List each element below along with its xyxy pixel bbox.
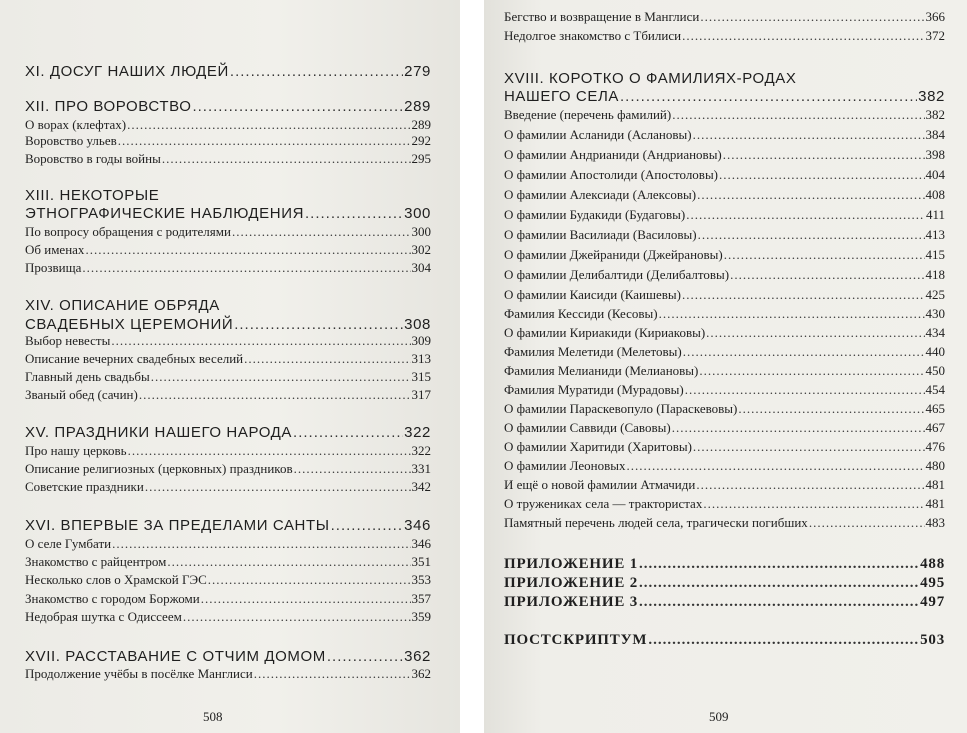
toc-leader — [208, 573, 411, 588]
toc-page: 382 — [918, 88, 945, 105]
toc-title: Описание вечерних свадебных веселий — [25, 351, 244, 366]
toc-leader — [244, 352, 410, 367]
toc-title: И ещё о новой фамилии Атмачиди — [504, 477, 696, 492]
toc-page: 372 — [925, 28, 945, 43]
toc-title: НАШЕГО СЕЛА — [504, 88, 619, 105]
toc-page: 483 — [925, 515, 945, 530]
toc-title: XI. ДОСУГ НАШИХ ЛЮДЕЙ — [25, 63, 229, 80]
toc-title: О ворах (клефтах) — [25, 117, 127, 132]
toc-chapter-heading-line: XVIII. КОРОТКО О ФАМИЛИЯХ-РОДАХ — [504, 70, 797, 87]
toc-leader — [648, 632, 919, 649]
toc-leader — [118, 134, 411, 149]
toc-leader — [683, 345, 925, 360]
toc-page: 415 — [925, 247, 945, 262]
toc-title: По вопросу обращения с родителями — [25, 224, 231, 239]
toc-leader — [82, 261, 410, 276]
toc-title: Знакомство с городом Боржоми — [25, 591, 200, 606]
toc-page: 450 — [925, 363, 945, 378]
toc-entry-chapter — [25, 316, 431, 333]
toc-entry — [504, 307, 945, 322]
toc-entry — [504, 168, 945, 183]
toc-page: 398 — [925, 147, 945, 162]
toc-title: О фамилии Саввиди (Савовы) — [504, 420, 671, 435]
left-page — [0, 0, 460, 733]
toc-leader — [127, 118, 410, 133]
toc-page: 359 — [411, 609, 431, 624]
toc-entry — [504, 440, 945, 455]
toc-title: ЭТНОГРАФИЧЕСКИЕ НАБЛЮДЕНИЯ — [25, 205, 305, 222]
toc-page: 434 — [925, 325, 945, 340]
toc-entry — [504, 459, 945, 474]
toc-entry — [504, 288, 945, 303]
toc-page: 302 — [411, 242, 431, 257]
toc-leader — [703, 497, 924, 512]
toc-title: Фамилия Кессиди (Кесовы) — [504, 306, 658, 321]
toc-entry-chapter — [25, 424, 431, 441]
toc-page: 430 — [925, 306, 945, 321]
toc-entry-appendix — [504, 575, 945, 592]
toc-leader — [167, 555, 410, 570]
right-page — [484, 0, 967, 733]
toc-entry — [504, 497, 945, 512]
toc-entry — [504, 188, 945, 203]
toc-entry-chapter — [504, 88, 945, 105]
page-number: 508 — [203, 709, 223, 724]
toc-entry — [504, 345, 945, 360]
toc-entry — [504, 148, 945, 163]
toc-leader — [139, 388, 411, 403]
toc-page: 465 — [925, 401, 945, 416]
toc-leader — [685, 383, 925, 398]
toc-entry — [504, 208, 945, 223]
toc-leader — [183, 610, 411, 625]
toc-leader — [682, 29, 924, 44]
toc-leader — [639, 556, 919, 573]
toc-page: 440 — [925, 344, 945, 359]
toc-title: О фамилии Параскевопуло (Параскевовы) — [504, 401, 738, 416]
toc-page: 308 — [404, 316, 431, 333]
toc-page: 353 — [411, 572, 431, 587]
toc-entry — [25, 480, 431, 495]
toc-entry-chapter — [25, 648, 431, 665]
toc-page: 322 — [411, 443, 431, 458]
toc-leader — [693, 440, 925, 455]
toc-entry — [504, 108, 945, 123]
toc-entry-chapter — [25, 205, 431, 222]
toc-title: Выбор невесты — [25, 333, 111, 348]
toc-entry — [504, 364, 945, 379]
toc-entry — [504, 326, 945, 341]
toc-entry — [25, 118, 431, 133]
toc-entry — [504, 402, 945, 417]
toc-leader — [719, 168, 924, 183]
toc-title: Недолгое знакомство с Тбилиси — [504, 28, 682, 43]
toc-leader — [697, 188, 924, 203]
toc-entry — [504, 383, 945, 398]
toc-page: 480 — [925, 458, 945, 473]
toc-entry — [25, 573, 431, 588]
toc-title: Воровство ульев — [25, 133, 117, 148]
toc-page: 315 — [411, 369, 431, 384]
toc-title: XVII. РАССТАВАНИЕ С ОТЧИМ ДОМОМ — [25, 648, 326, 665]
toc-title: О тружениках села — трактористах — [504, 496, 703, 511]
toc-entry — [504, 516, 945, 531]
toc-title: Про нашу церковь — [25, 443, 127, 458]
toc-leader — [145, 480, 411, 495]
toc-page: 481 — [925, 496, 945, 511]
toc-title: ПОСТСКРИПТУМ — [504, 632, 648, 648]
toc-leader — [112, 537, 410, 552]
toc-leader — [686, 208, 925, 223]
toc-leader — [682, 288, 925, 303]
toc-page: 418 — [925, 267, 945, 282]
toc-entry — [504, 248, 945, 263]
toc-page: 346 — [411, 536, 431, 551]
toc-title: Введение (перечень фамилий) — [504, 107, 672, 122]
toc-entry — [25, 462, 431, 477]
toc-title: Об именах — [25, 242, 85, 257]
toc-leader — [706, 326, 924, 341]
toc-leader — [723, 148, 925, 163]
toc-title: ПРИЛОЖЕНИЕ 3 — [504, 594, 638, 610]
toc-leader — [331, 517, 404, 534]
toc-leader — [305, 205, 403, 222]
toc-entry — [25, 610, 431, 625]
toc-page: 382 — [925, 107, 945, 122]
toc-leader — [201, 592, 411, 607]
toc-leader — [620, 88, 917, 105]
toc-title: Воровство в годы войны — [25, 151, 161, 166]
toc-leader — [151, 370, 411, 385]
toc-leader — [254, 667, 411, 682]
toc-page: 481 — [925, 477, 945, 492]
toc-page: 366 — [925, 9, 945, 24]
toc-leader — [111, 334, 410, 349]
toc-page: 331 — [411, 461, 431, 476]
toc-title: Продолжение учёбы в посёлке Манглиси — [25, 666, 253, 681]
toc-leader — [192, 98, 403, 115]
toc-entry-postscript — [504, 632, 945, 649]
toc-chapter-heading-line: XIV. ОПИСАНИЕ ОБРЯДА — [25, 297, 220, 314]
toc-title: О селе Гумбати — [25, 536, 112, 551]
toc-entry — [25, 592, 431, 607]
toc-leader — [327, 648, 403, 665]
toc-entry — [25, 243, 431, 258]
toc-page: 411 — [925, 207, 945, 222]
toc-title: Прозвища — [25, 260, 82, 275]
toc-entry — [504, 421, 945, 436]
toc-entry-appendix — [504, 594, 945, 611]
toc-title: О фамилии Андрианиди (Андриановы) — [504, 147, 722, 162]
toc-page: 488 — [920, 556, 945, 572]
toc-entry — [504, 29, 945, 44]
toc-leader — [627, 459, 925, 474]
toc-title: Главный день свадьбы — [25, 369, 150, 384]
toc-entry — [25, 225, 431, 240]
toc-entry — [25, 352, 431, 367]
toc-right — [484, 0, 967, 733]
toc-page: 317 — [411, 387, 431, 402]
toc-title: О фамилии Василиади (Василовы) — [504, 227, 697, 242]
toc-title: Недобрая шутка с Одиссеем — [25, 609, 182, 624]
book-gutter — [460, 0, 484, 733]
toc-title: О фамилии Кириакиди (Кириаковы) — [504, 325, 706, 340]
toc-page: 454 — [925, 382, 945, 397]
toc-page: 342 — [411, 479, 431, 494]
toc-leader — [162, 152, 411, 167]
toc-entry-chapter — [25, 63, 431, 80]
toc-page: 467 — [925, 420, 945, 435]
toc-page: 408 — [925, 187, 945, 202]
toc-page: 346 — [404, 517, 431, 534]
toc-leader — [672, 108, 924, 123]
toc-title: О фамилии Каисиди (Каишевы) — [504, 287, 681, 302]
toc-title: Бегство и возвращение в Манглиси — [504, 9, 700, 24]
toc-leader — [693, 128, 925, 143]
toc-page: 295 — [411, 151, 431, 166]
toc-entry — [504, 128, 945, 143]
toc-page: 495 — [920, 575, 945, 591]
toc-title: Описание религиозных (церковных) праздников — [25, 461, 293, 476]
toc-title: О фамилии Апостолиди (Апостоловы) — [504, 167, 719, 182]
toc-page: 384 — [925, 127, 945, 142]
toc-title: СВАДЕБНЫХ ЦЕРЕМОНИЙ — [25, 316, 234, 333]
toc-page: 304 — [411, 260, 431, 275]
toc-entry — [25, 261, 431, 276]
toc-entry — [504, 478, 945, 493]
toc-leader — [230, 63, 403, 80]
toc-title: Фамилия Мелианиди (Мелиановы) — [504, 363, 699, 378]
toc-page: 300 — [411, 224, 431, 239]
toc-title: О фамилии Алексиади (Алексовы) — [504, 187, 697, 202]
toc-entry-chapter — [25, 98, 431, 115]
toc-title: Памятный перечень людей села, трагически погибших — [504, 515, 808, 530]
toc-leader — [659, 307, 925, 322]
toc-title: Званый обед (сачин) — [25, 387, 138, 402]
toc-title: О фамилии Леоновых — [504, 458, 626, 473]
toc-leader — [730, 268, 924, 283]
toc-chapter-heading-line: XIII. НЕКОТОРЫЕ — [25, 187, 160, 204]
toc-title: Фамилия Муратиди (Мурадовы) — [504, 382, 684, 397]
toc-leader — [672, 421, 925, 436]
toc-leader — [234, 316, 403, 333]
toc-leader — [700, 10, 924, 25]
toc-page: 322 — [404, 424, 431, 441]
toc-leader — [85, 243, 410, 258]
toc-page: 300 — [404, 205, 431, 222]
toc-page: 413 — [925, 227, 945, 242]
toc-leader — [128, 444, 411, 459]
toc-leader — [232, 225, 411, 240]
toc-page: 289 — [404, 98, 431, 115]
toc-title: О фамилии Асланиди (Аслановы) — [504, 127, 692, 142]
toc-entry — [25, 444, 431, 459]
toc-entry — [25, 370, 431, 385]
toc-title: О фамилии Джейраниди (Джейрановы) — [504, 247, 723, 262]
toc-page: 503 — [920, 632, 945, 648]
toc-title: Советские праздники — [25, 479, 144, 494]
toc-page: 351 — [411, 554, 431, 569]
toc-page: 309 — [411, 333, 431, 348]
toc-leader — [738, 402, 924, 417]
toc-page: 289 — [411, 117, 431, 132]
toc-title: XVI. ВПЕРВЫЕ ЗА ПРЕДЕЛАМИ САНТЫ — [25, 517, 330, 534]
toc-page: 313 — [411, 351, 431, 366]
toc-title: Знакомство с райцентром — [25, 554, 167, 569]
toc-title: Несколько слов о Храмской ГЭС — [25, 572, 207, 587]
toc-entry-chapter — [25, 517, 431, 534]
toc-entry — [25, 334, 431, 349]
toc-page: 404 — [925, 167, 945, 182]
toc-title: ПРИЛОЖЕНИЕ 1 — [504, 556, 638, 572]
toc-left — [0, 0, 460, 733]
toc-leader — [294, 462, 411, 477]
toc-title: ПРИЛОЖЕНИЕ 2 — [504, 575, 638, 591]
toc-page: 279 — [404, 63, 431, 80]
toc-entry — [504, 10, 945, 25]
toc-entry — [504, 268, 945, 283]
toc-page: 292 — [411, 133, 431, 148]
toc-entry — [25, 388, 431, 403]
toc-page: 357 — [411, 591, 431, 606]
toc-entry — [25, 152, 431, 167]
toc-leader — [699, 364, 924, 379]
toc-leader — [698, 228, 925, 243]
toc-entry — [504, 228, 945, 243]
toc-title: О фамилии Харитиди (Харитовы) — [504, 439, 692, 454]
toc-leader — [639, 575, 919, 592]
toc-page: 425 — [925, 287, 945, 302]
toc-entry — [25, 134, 431, 149]
toc-title: XV. ПРАЗДНИКИ НАШЕГО НАРОДА — [25, 424, 293, 441]
toc-entry — [25, 555, 431, 570]
page-number: 509 — [709, 709, 729, 724]
toc-title: О фамилии Будакиди (Будаговы) — [504, 207, 686, 222]
toc-page: 362 — [411, 666, 431, 681]
toc-entry — [25, 537, 431, 552]
toc-page: 362 — [404, 648, 431, 665]
toc-page: 497 — [920, 594, 945, 610]
toc-entry-appendix — [504, 556, 945, 573]
toc-title: О фамилии Делибалтиди (Делибалтовы) — [504, 267, 730, 282]
toc-leader — [724, 248, 925, 263]
toc-entry — [25, 667, 431, 682]
toc-leader — [809, 516, 925, 531]
toc-leader — [293, 424, 403, 441]
toc-leader — [696, 478, 924, 493]
toc-page: 476 — [925, 439, 945, 454]
toc-title: XII. ПРО ВОРОВСТВО — [25, 98, 192, 115]
toc-title: Фамилия Мелетиди (Мелетовы) — [504, 344, 682, 359]
toc-leader — [639, 594, 919, 611]
